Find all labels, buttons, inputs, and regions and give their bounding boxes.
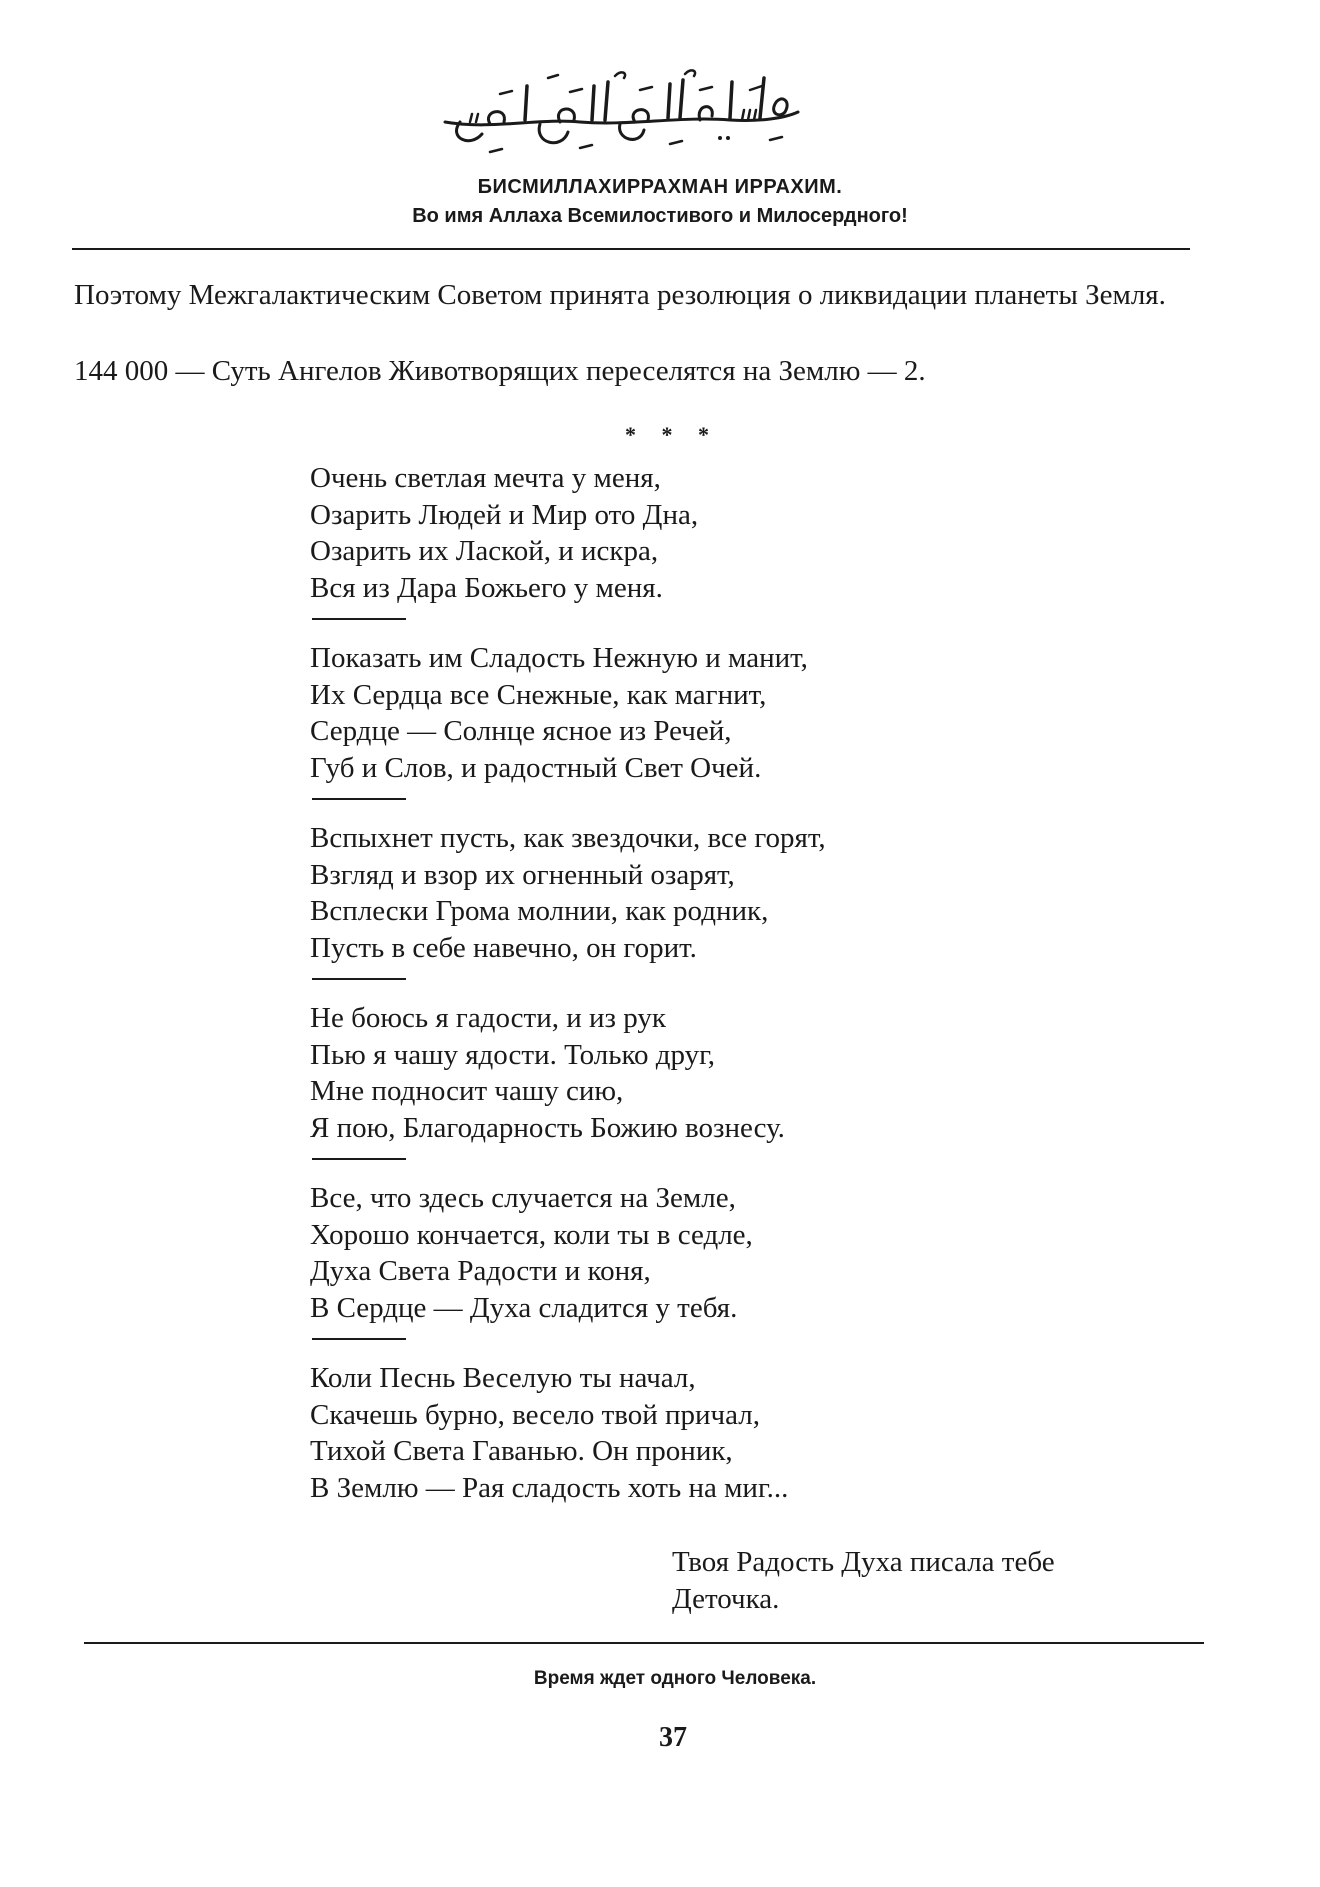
poem-line: Коли Песнь Веселую ты начал, [310,1362,696,1394]
poem-line: Скачешь бурно, весело твой причал, [310,1398,760,1431]
poem-line: Губ и Слов, и радостный Свет Очей. [310,751,762,784]
poem-line: В Сердце — Духа сладится у тебя. [310,1291,738,1324]
poem-line: Пусть в себе навечно, он горит. [310,931,697,964]
header-transliteration: БИСМИЛЛАХИРРАХМАН ИРРАХИМ. [477,176,843,198]
poem-line: Озарить их Лаской, и искра, [310,535,659,567]
poem-line: Духа Света Радости и коня, [310,1255,651,1287]
poem-stanza [310,1000,1070,1146]
signature [672,1544,1055,1618]
poem-line: Сердце — Солнце ясное из Речей, [310,715,732,747]
bismillah-calligraphy-image [430,60,810,170]
poem-line: Хорошо кончается, коли ты в седле, [310,1218,753,1251]
poem-line: Тихой Света Гаванью. Он проник, [310,1435,733,1467]
section-asterisks: * * * [625,422,719,447]
signature-line: Деточка. [672,1583,780,1615]
poem-line: Мне подносит чашу сию, [310,1075,624,1107]
stanza-divider [312,978,406,980]
poem-line: Показать им Сладость Нежную и манит, [310,642,808,674]
poem-line: Я пою, Благодарность Божию вознесу. [310,1111,785,1144]
stanza-divider [312,618,406,620]
poem-line: Их Сердца все Снежные, как магнит, [310,678,767,711]
poem-stanza [310,640,1070,786]
poem-line: Пью я чашу ядости. Только друг, [310,1038,716,1071]
header-translation: Во имя Аллаха Всемилостивого и Милосердного! [412,205,908,227]
page-number: 37 [659,1722,687,1753]
stanza-divider [312,798,406,800]
prose-paragraph: 144 000 — Суть Ангелов Животворящих переселятся на Землю — 2. [74,355,926,387]
poem-line: Очень светлая мечта у меня, [310,462,661,494]
footer-slogan: Время ждет одного Человека. [533,1668,817,1689]
poem-stanza [310,1180,1070,1326]
stanza-divider [312,1338,406,1340]
signature-line: Твоя Радость Духа писала тебе [672,1546,1055,1578]
poem-line: Вспыхнет пусть, как звездочки, все горят, [310,822,826,854]
poem-line: Все, что здесь случается на Земле, [310,1182,736,1214]
poem-stanza [310,460,1070,606]
poem-line: Озарить Людей и Мир ото Дна, [310,498,699,531]
poem [310,460,1070,1506]
prose-paragraph: Поэтому Межгалактическим Советом принята резолюция о ликвидации планеты Земля. [74,279,1166,311]
stanza-divider [312,1158,406,1160]
poem-line: Всплески Грома молнии, как родник, [310,895,769,927]
footer-divider [84,1642,1204,1644]
poem-line: В Землю — Рая сладость хоть на миг... [310,1471,789,1504]
poem-stanza [310,1360,1070,1506]
poem-line: Взгляд и взор их огненный озарят, [310,858,735,891]
header-divider [72,248,1190,250]
poem-line: Не боюсь я гадости, и из рук [310,1002,666,1034]
poem-line: Вся из Дара Божьего у меня. [310,571,663,604]
poem-stanza [310,820,1070,966]
